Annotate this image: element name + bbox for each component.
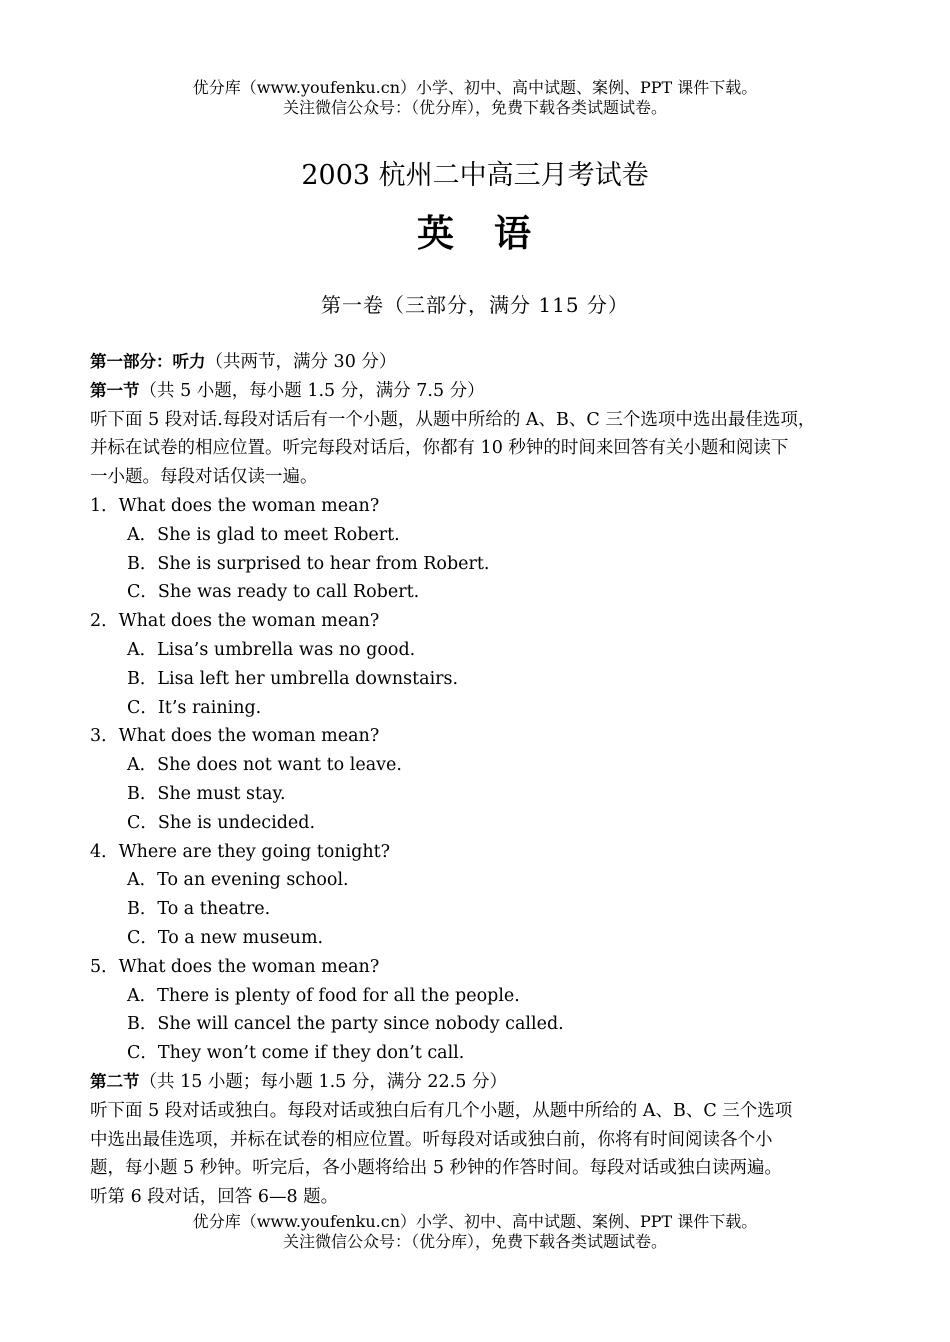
section2-instructions [90, 1097, 880, 1183]
instruction-line: 中选出最佳选项，并标在试卷的相应位置。听每段对话或独白前，你将有时间阅读各个小 [90, 1129, 773, 1150]
option-a [90, 521, 880, 550]
subject-char-1: 英 [417, 212, 456, 255]
paper-title: 2003 杭州二中高三月考试卷 [301, 160, 649, 191]
section1-heading [90, 377, 880, 406]
section1-instructions [90, 406, 880, 492]
option-b [90, 780, 880, 809]
option-c [90, 578, 880, 607]
footer-line-1: 优分库（www.youfenku.cn）小学、初中、高中试题、案例、PPT 课件下载。 [192, 1212, 758, 1231]
option-letter: B． [127, 668, 158, 689]
question-number: 1． [90, 495, 119, 516]
option-letter: A． [127, 524, 158, 545]
option-text: Lisa left her umbrella downstairs. [157, 668, 459, 689]
question-text: What does the woman mean? [118, 495, 380, 516]
option-a [90, 866, 880, 895]
question-number: 5． [90, 956, 119, 977]
question-stem [90, 607, 880, 636]
instruction-line: 听下面 5 段对话.每段对话后有一个小题，从题中所给的 A、B、C 三个选项中选出最佳选项， [90, 409, 816, 430]
option-c [90, 809, 880, 838]
question-3 [90, 722, 880, 837]
option-text: She will cancel the party since nobody called. [157, 1014, 564, 1035]
option-letter: C． [127, 927, 158, 948]
question-stem [90, 953, 880, 982]
option-text: They won’t come if they don’t call. [157, 1043, 465, 1064]
instruction-line: 并标在试卷的相应位置。听完每段对话后，你都有 10 秒钟的时间来回答有关小题和阅读下 [90, 438, 789, 459]
instruction-line: 听下面 5 段对话或独白。每段对话或独白后有几个小题，从题中所给的 A、B、C 三个选项 [90, 1100, 793, 1121]
option-letter: C． [127, 582, 158, 603]
question-4 [90, 838, 880, 953]
option-text: She must stay. [157, 783, 286, 804]
option-letter: A． [127, 639, 158, 660]
option-letter: C． [127, 812, 158, 833]
option-text: She is surprised to hear from Robert. [157, 553, 490, 574]
section1-heading-rest: （共 5 小题，每小题 1.5 分，满分 7.5 分） [139, 380, 485, 401]
section2-heading [90, 1068, 880, 1097]
option-text: To a new museum. [157, 927, 324, 948]
question-stem [90, 492, 880, 521]
option-text: It’s raining. [157, 697, 262, 718]
header-line-2: 关注微信公众号：（优分库），免费下载各类试题试卷。 [282, 98, 667, 117]
option-a [90, 751, 880, 780]
option-b [90, 1010, 880, 1039]
question-text: What does the woman mean? [118, 956, 380, 977]
option-letter: B． [127, 553, 158, 574]
question-5 [90, 953, 880, 1068]
option-text: She does not want to leave. [157, 755, 402, 776]
question-number: 4． [90, 841, 119, 862]
part1-heading [90, 348, 880, 377]
instruction-line: 一小题。每段对话仅读一遍。 [90, 467, 318, 488]
instruction-line: 题，每小题 5 秒钟。听完后，各小题将给出 5 秒钟的作答时间。每段对话或独白读两遍。 [90, 1158, 783, 1179]
option-letter: B． [127, 783, 158, 804]
exam-content [90, 348, 880, 1212]
option-c [90, 694, 880, 723]
part1-heading-rest: （共两节，满分 30 分） [205, 352, 397, 372]
header-line-1: 优分库（www.youfenku.cn）小学、初中、高中试题、案例、PPT 课件下载。 [192, 78, 758, 97]
question-2 [90, 607, 880, 722]
question-text: What does the woman mean? [118, 726, 380, 747]
option-letter: B． [127, 1014, 158, 1035]
option-a [90, 982, 880, 1011]
question-stem [90, 838, 880, 867]
question-text: What does the woman mean? [118, 611, 380, 632]
page-header [0, 78, 950, 118]
option-letter: C． [127, 1043, 158, 1064]
section1-heading-bold: 第一节 [90, 380, 140, 400]
subject-title [0, 210, 950, 258]
option-letter: C． [127, 697, 158, 718]
footer-line-2: 关注微信公众号：（优分库），免费下载各类试题试卷。 [282, 1232, 667, 1251]
option-letter: A． [127, 985, 158, 1006]
option-text: She was ready to call Robert. [157, 582, 420, 603]
option-letter: A． [127, 870, 158, 891]
option-b [90, 550, 880, 579]
question-text: Where are they going tonight? [118, 841, 391, 862]
option-letter: B． [127, 899, 158, 920]
option-letter: A． [127, 755, 158, 776]
option-c [90, 924, 880, 953]
section2-heading-bold: 第二节 [90, 1071, 140, 1091]
option-b [90, 895, 880, 924]
option-text: There is plenty of food for all the people. [157, 985, 520, 1006]
option-text: She is undecided. [157, 812, 316, 833]
subject-char-2: 语 [494, 212, 533, 255]
part1-heading-bold: 第一部分：听力 [90, 352, 206, 371]
option-c [90, 1039, 880, 1068]
question-stem [90, 722, 880, 751]
question-number: 2． [90, 611, 119, 632]
option-text: To an evening school. [157, 870, 349, 891]
section2-heading-rest: （共 15 小题；每小题 1.5 分，满分 22.5 分） [139, 1071, 507, 1092]
page-footer [0, 1212, 950, 1252]
question-number: 3． [90, 726, 119, 747]
option-a [90, 636, 880, 665]
option-text: Lisa’s umbrella was no good. [157, 639, 416, 660]
question-1 [90, 492, 880, 607]
section2-prompt: 听第 6 段对话，回答 6—8 题。 [90, 1187, 339, 1208]
volume-title: 第一卷（三部分，满分 115 分） [321, 293, 629, 317]
option-text: She is glad to meet Robert. [157, 524, 400, 545]
option-b [90, 665, 880, 694]
option-text: To a theatre. [157, 899, 271, 920]
